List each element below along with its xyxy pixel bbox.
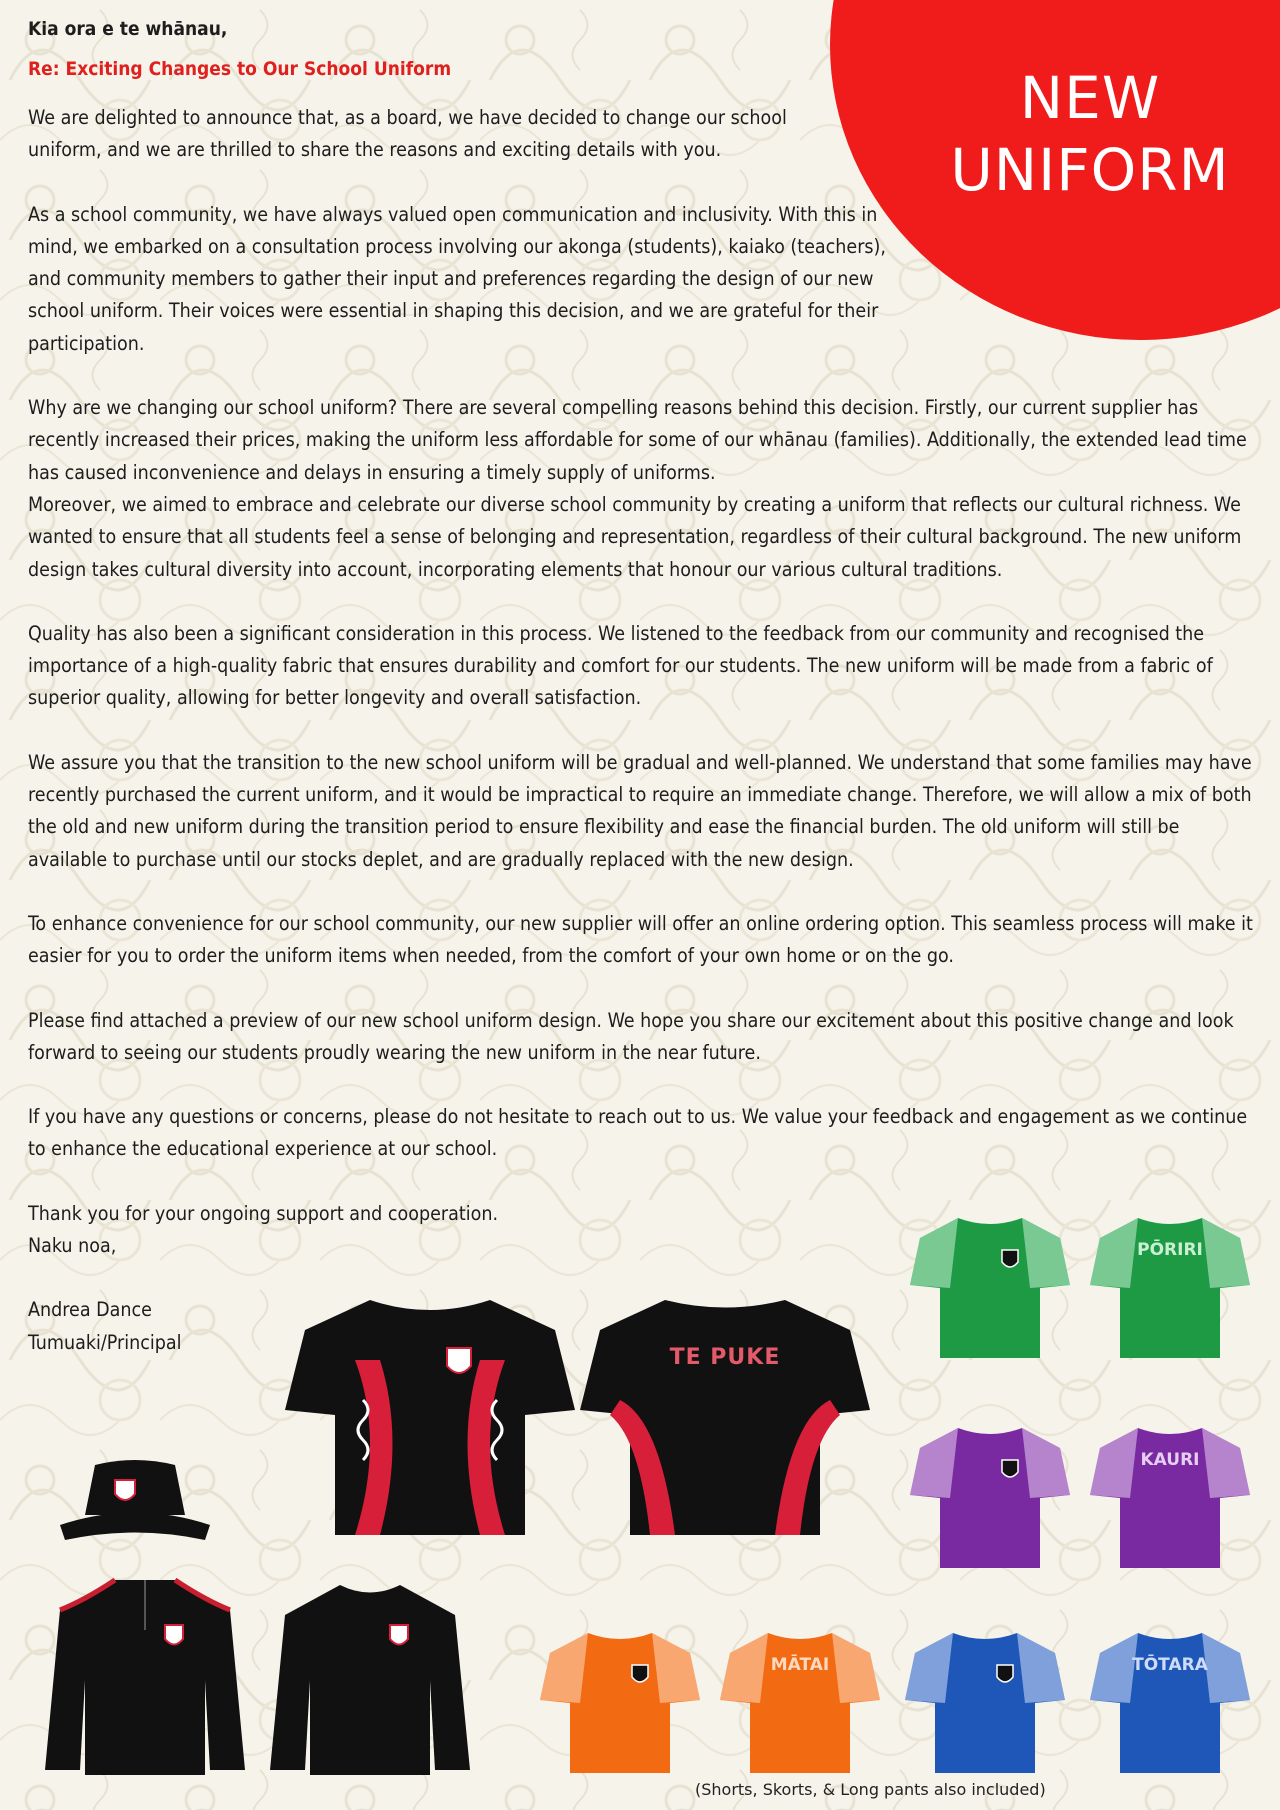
house-shirt-back-2 — [720, 1625, 880, 1775]
jacket-crest-icon — [165, 1625, 183, 1645]
house-shirt-front-2 — [540, 1625, 700, 1775]
house-shirt-front-1 — [910, 1420, 1070, 1570]
badge-line-1: NEW — [1019, 64, 1161, 132]
quarter-zip-jacket — [45, 1570, 245, 1780]
house-shirt-back-1 — [1090, 1420, 1250, 1570]
bucket-hat — [55, 1455, 215, 1550]
greeting: Kia ora e te whānau, — [28, 18, 228, 40]
house-name-label-1: KAURI — [1140, 1450, 1200, 1470]
paragraph-7: To enhance convenience for our school community, our new supplier will offer an online ordering option. This seamless process will make it easier for you to order the uniform items when needed, from the comfort of your own home or on the go. — [28, 911, 1253, 968]
additional-items-note: (Shorts, Skorts, & Long pants also included) — [695, 1780, 1046, 1799]
paragraph-5: Quality has also been a significant consideration in this process. We listened to the feedback from our community and recognised the importance of a high-quality fabric that ensures durability and comfort for our students. The new uniform will be made from a fabric of superior quality, allowing for better longevity and overall satisfaction. — [28, 621, 1213, 710]
paragraph-8: Please find attached a preview of our new school uniform design. We hope you share our excitement about this positive change and look forward to seeing our students proudly wearing the new uniform in the near future. — [28, 1008, 1234, 1064]
house-shirt-back-3 — [1090, 1625, 1250, 1775]
closing-line: Thank you for your ongoing support and cooperation. — [28, 1201, 499, 1225]
signer-name: Andrea Dance — [28, 1298, 152, 1322]
new-uniform-badge-text — [900, 62, 1280, 206]
house-name-label-3: TŌTARA — [1132, 1655, 1208, 1675]
crew-sweatshirt — [270, 1575, 470, 1780]
paragraph-9: If you have any questions or concerns, please do not hesitate to reach out to us. We value your feedback and engagement as we continue to enhance the educational experience at our school. — [28, 1105, 1248, 1161]
paragraph-6: We assure you that the transition to the new school uniform will be gradual and well-planned. We understand that some families may have recently purchased the current uniform, and it would be impractical to require an immediate change. Therefore, we will allow a mix of both the old and new uniform during the transition period to ensure flexibility and ease the financial burden. The old uniform will still be available to purchase until our stocks deplet, and are gradually replaced with the new design. — [28, 750, 1252, 871]
signoff: Naku noa, — [28, 1234, 117, 1258]
main-shirt-back — [580, 1290, 870, 1540]
school-crest-icon — [447, 1348, 471, 1373]
house-shirt-front-0 — [910, 1210, 1070, 1360]
back-print-text: TE PUKE — [669, 1345, 781, 1370]
paragraph-1: We are delighted to announce that, as a board, we have decided to change our school uniform, and we are thrilled to share the reasons and exciting details with you. — [28, 106, 787, 162]
subject-line: Re: Exciting Changes to Our School Uniform — [28, 58, 452, 80]
house-name-label-0: PŌRIRI — [1137, 1240, 1203, 1260]
house-shirt-front-3 — [905, 1625, 1065, 1775]
paragraph-2: As a school community, we have always valued open communication and inclusivity. With this in mind, we embarked on a consultation process involving our akonga (students), kaiako (teachers), and community members to gather their input and preferences regarding the design of our new school uniform. Their voices were essential in shaping this decision, and we are grateful for their participation. — [28, 202, 886, 355]
paragraph-4: Moreover, we aimed to embrace and celebrate our diverse school community by creating a uniform that reflects our cultural richness. We wanted to ensure that all students feel a sense of belonging and representation, regardless of their cultural background. The new uniform design takes cultural diversity into account, incorporating elements that honour our various cultural traditions. — [28, 492, 1242, 581]
main-shirt-front — [285, 1290, 575, 1540]
badge-line-2: UNIFORM — [950, 136, 1230, 204]
sweatshirt-crest-icon — [390, 1625, 408, 1645]
house-shirt-back-0 — [1090, 1210, 1250, 1360]
house-name-label-2: MĀTAI — [770, 1655, 830, 1675]
hat-crest-icon — [115, 1480, 135, 1500]
paragraph-3: Why are we changing our school uniform? There are several compelling reasons behind this decision. Firstly, our current supplier has recently increased their prices, making the uniform less affordable for some of our whānau (families). Additionally, the extended lead time has caused inconvenience and delays in ensuring a timely supply of uniforms. — [28, 396, 1247, 484]
signer-role: Tumuaki/Principal — [28, 1330, 182, 1354]
